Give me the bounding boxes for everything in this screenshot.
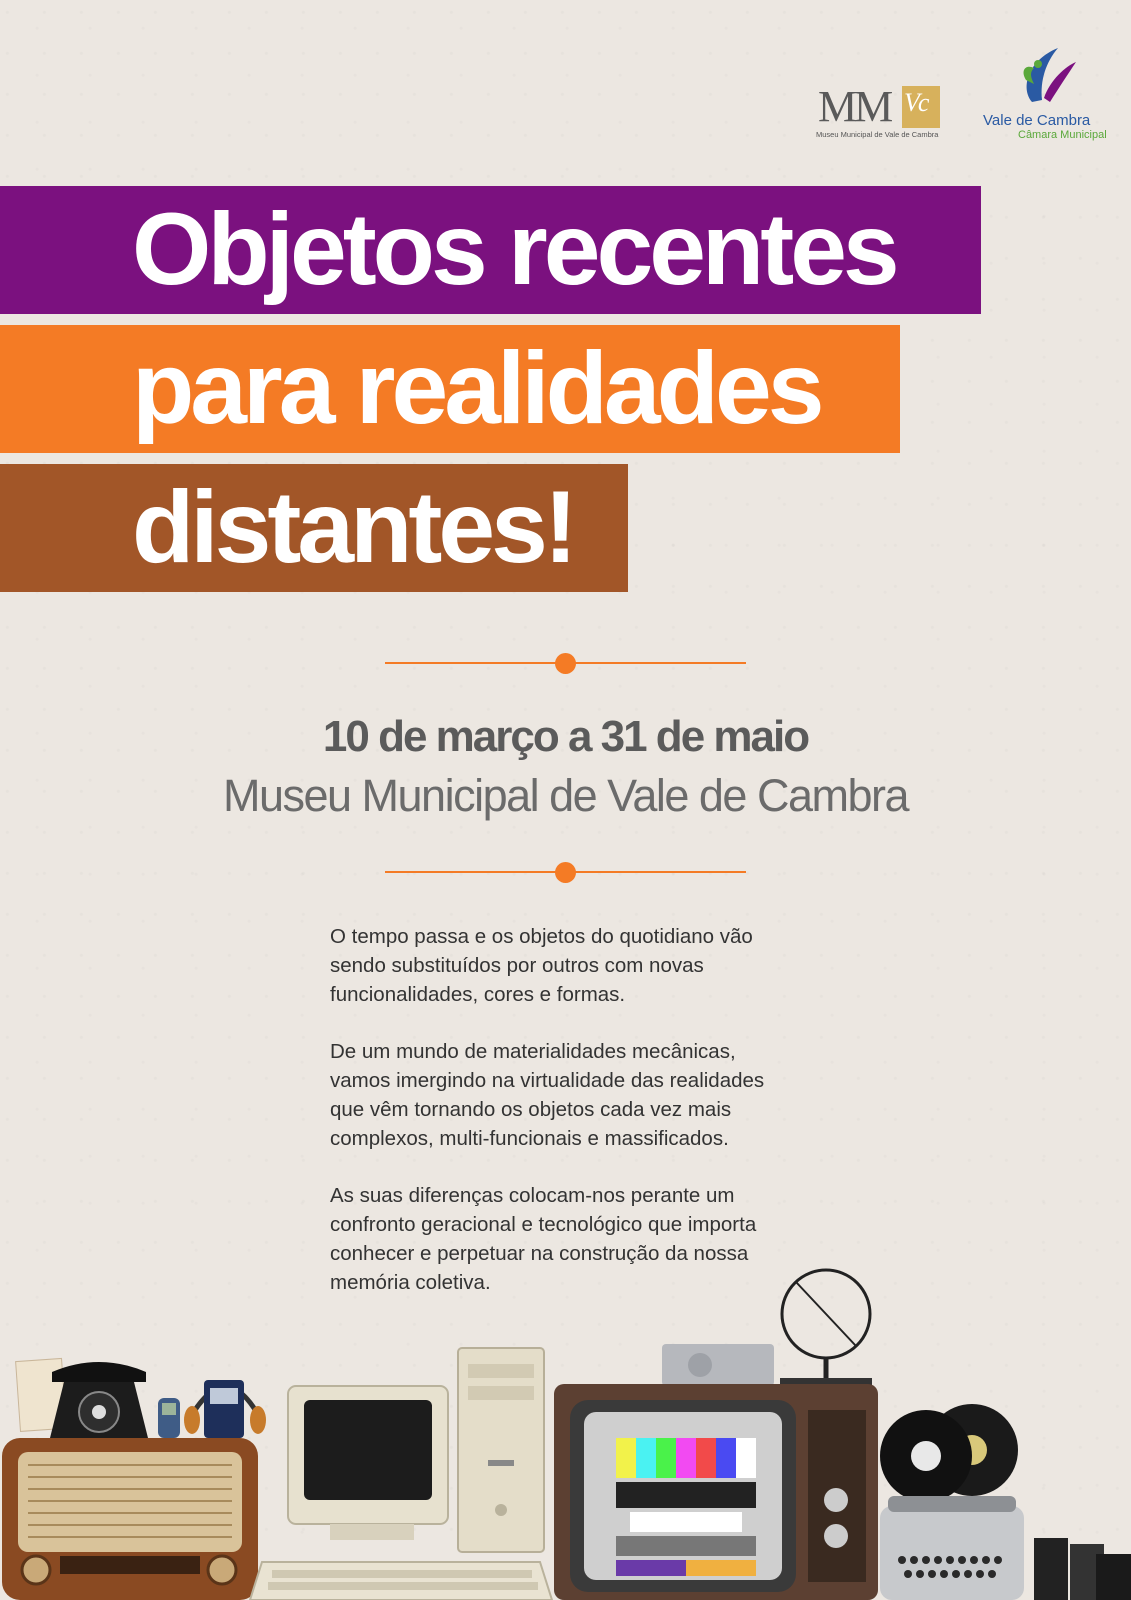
game-console-icon: [662, 1344, 774, 1386]
description-paragraph-3: As suas diferenças colocam-nos perante um confronto geracional e tecnológico que importa conhecer e perpetuar na construção da nossa memória coletiva.: [330, 1184, 757, 1294]
title-line-3: distantes!: [132, 470, 574, 584]
title-band-brown: [0, 464, 628, 592]
municipality-logo: [980, 40, 1107, 144]
keyboard-icon: [250, 1562, 552, 1600]
title-line-2: para realidades: [132, 331, 821, 445]
divider-dot: [555, 862, 576, 883]
event-dates: 10 de março a 31 de maio: [322, 712, 809, 761]
divider-bottom: [385, 862, 746, 882]
event-venue: Museu Municipal de Vale de Cambra: [222, 770, 909, 821]
vintage-objects-illustration: [0, 1260, 1131, 1600]
museum-logo: [816, 82, 940, 140]
museum-logo-caption: Museu Municipal de Vale de Cambra: [816, 130, 939, 139]
description-paragraph-2: De um mundo de materialidades mecânicas, vamos imergindo na virtualidade das realidades que vêm tornando os objetos cada vez mais complexos, multi-funcionais e massificados.: [330, 1040, 765, 1150]
test-card: [616, 1438, 756, 1576]
title-band-orange: [0, 325, 900, 453]
antenna-icon: [780, 1270, 872, 1388]
crt-monitor-icon: [288, 1386, 448, 1540]
vhs-tapes-icon: [1034, 1538, 1131, 1600]
mobile-phone-icon: [158, 1398, 180, 1438]
title-band-purple: [0, 186, 981, 314]
municipality-subtitle: Câmara Municipal: [1018, 129, 1107, 141]
description-paragraph-1: O tempo passa e os objetos do quotidiano vão sendo substituídos por outros com novas funcionalidades, cores e formas.: [330, 925, 753, 1006]
vinyl-records-icon: [880, 1404, 1018, 1502]
title-line-1: Objetos recentes: [132, 192, 896, 306]
museum-logo-mark: MM Vc: [816, 86, 940, 128]
desktop-tower-icon: [458, 1348, 544, 1552]
rotary-telephone-icon: [50, 1362, 148, 1438]
crt-television-icon: [554, 1384, 878, 1600]
divider-dot: [555, 653, 576, 674]
municipality-emblem-icon: [980, 40, 1100, 112]
cassette-player-icon: [184, 1380, 266, 1438]
radio-icon: [2, 1438, 258, 1600]
municipality-name: Vale de Cambra: [983, 112, 1091, 129]
typewriter-icon: [880, 1496, 1024, 1600]
divider-top: [385, 653, 746, 673]
